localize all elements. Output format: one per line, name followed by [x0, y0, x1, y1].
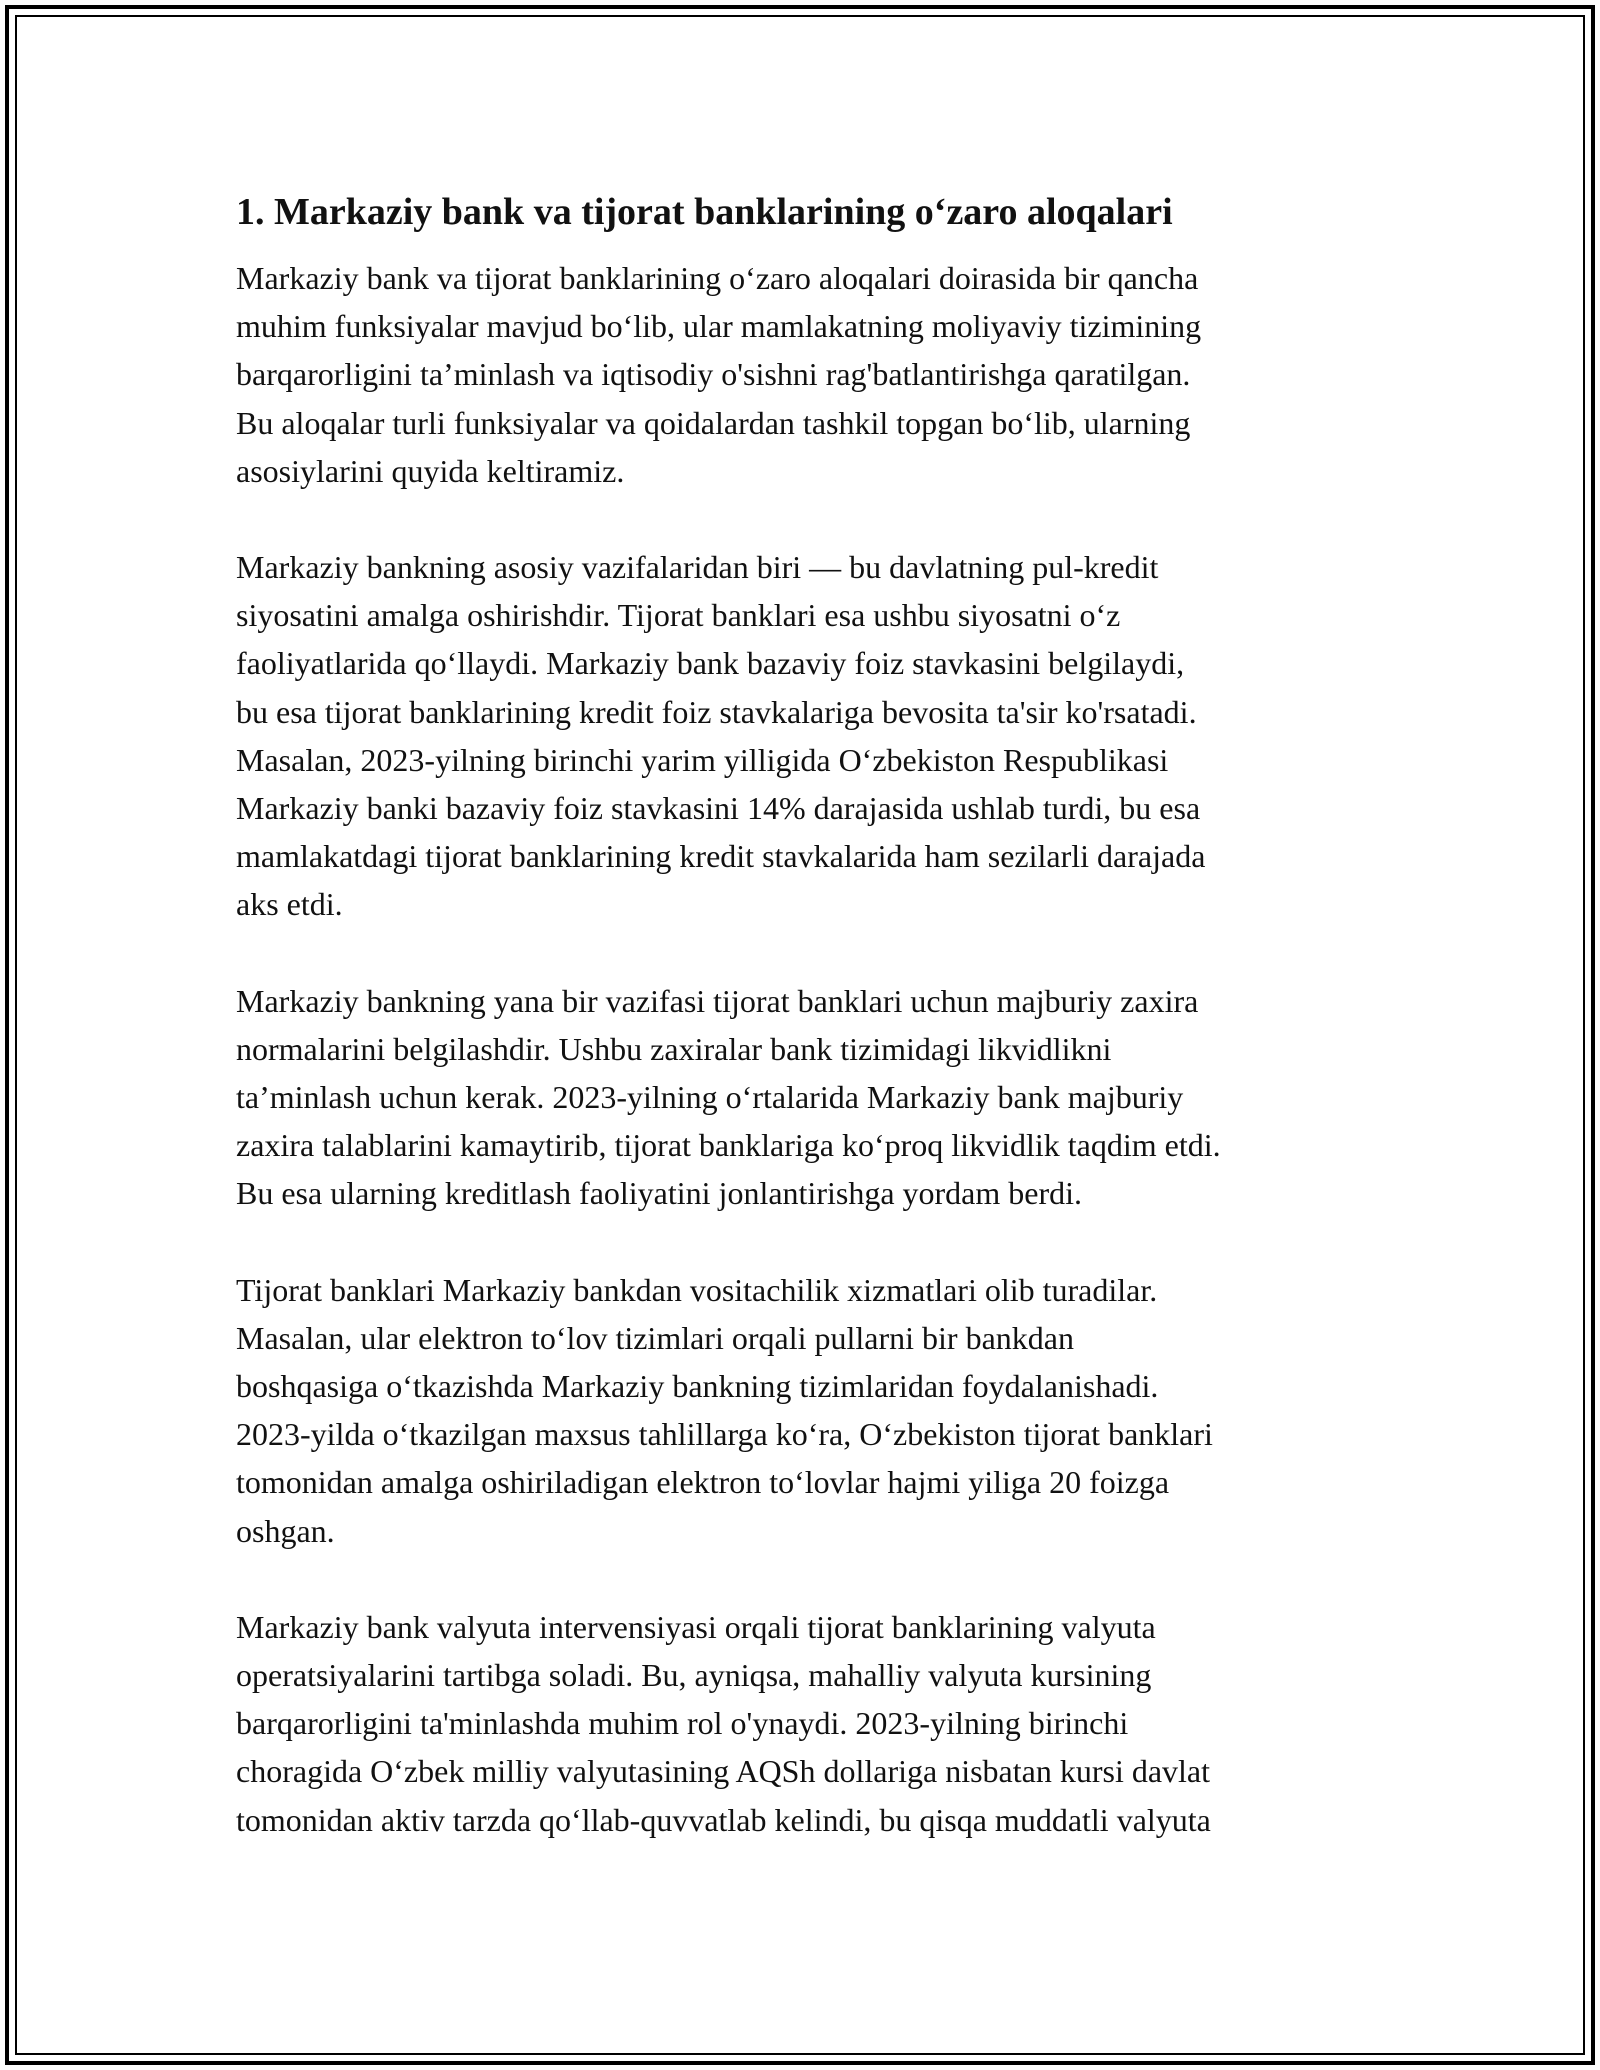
- text-line: barqarorligini ta'minlashda muhim rol o'ynaydi. 2023-yilning birinchi: [236, 1705, 1129, 1742]
- text-line: faoliyatlarida qo‘llaydi. Markaziy bank bazaviy foiz stavkasini belgilaydi,: [236, 645, 1185, 682]
- text-line: mamlakatdagi tijorat banklarining kredit stavkalarida ham sezilarli darajada: [236, 838, 1206, 875]
- text-line: Bu esa ularning kreditlash faoliyatini jonlantirishga yordam berdi.: [236, 1175, 1083, 1212]
- text-line: boshqasiga o‘tkazishda Markaziy bankning tizimlaridan foydalanishadi.: [236, 1368, 1159, 1405]
- text-line: Tijorat banklari Markaziy bankdan vositachilik xizmatlari olib turadilar.: [236, 1271, 1158, 1308]
- text-line: zaxira talablarini kamaytirib, tijorat banklariga ko‘proq likvidlik taqdim etdi.: [236, 1127, 1221, 1164]
- text-line: Masalan, ular elektron to‘lov tizimlari orqali pullarni bir bankdan: [236, 1319, 1074, 1356]
- text-line: oshgan.: [236, 1512, 335, 1549]
- document-body: [236, 186, 1376, 1892]
- text-line: tomonidan aktiv tarzda qo‘llab-quvvatlab kelindi, bu qisqa muddatli valyuta: [236, 1801, 1211, 1838]
- section-heading: 1. Markaziy bank va tijorat banklarining o‘zaro aloqalari: [236, 191, 1173, 233]
- text-line: tomonidan amalga oshiriladigan elektron to‘lovlar hajmi yiliga 20 foizga: [236, 1464, 1170, 1501]
- text-line: choragida O‘zbek milliy valyutasining AQSh dollariga nisbatan kursi davlat: [236, 1753, 1211, 1790]
- text-line: normalarini belgilashdir. Ushbu zaxiralar bank tizimidagi likvidlikni: [236, 1030, 1112, 1067]
- text-line: bu esa tijorat banklarining kredit foiz stavkalariga bevosita ta'sir ko'rsatadi.: [236, 693, 1197, 730]
- text-line: Markaziy bank va tijorat banklarining o‘zaro aloqalari doirasida bir qancha: [236, 260, 1199, 296]
- text-line: Markaziy bankning yana bir vazifasi tijorat banklari uchun majburiy zaxira: [236, 982, 1199, 1019]
- text-line: asosiylarini quyida keltiramiz.: [236, 452, 625, 489]
- paragraph-monetary-policy: [236, 543, 1376, 929]
- text-line: operatsiyalarini tartibga soladi. Bu, ayniqsa, mahalliy valyuta kursining: [236, 1657, 1152, 1694]
- paragraph-reserve-requirements: [236, 977, 1376, 1218]
- text-line: Markaziy bank valyuta intervensiyasi orqali tijorat banklarining valyuta: [236, 1608, 1156, 1645]
- text-line: Bu aloqalar turli funksiyalar va qoidalardan tashkil topgan bo‘lib, ularning: [236, 404, 1191, 441]
- text-line: ta’minlash uchun kerak. 2023-yilning o‘rtalarida Markaziy bank majburiy: [236, 1079, 1184, 1116]
- text-line: muhim funksiyalar mavjud bo‘lib, ular mamlakatning moliyaviy tizimining: [236, 308, 1202, 345]
- text-line: Masalan, 2023-yilning birinchi yarim yilligida O‘zbekiston Respublikasi: [236, 741, 1169, 778]
- text-line: aks etdi.: [236, 886, 343, 923]
- paragraph-intermediary-services: [236, 1266, 1376, 1555]
- paragraph-currency-intervention: [236, 1603, 1376, 1844]
- text-line: Markaziy bankning asosiy vazifalaridan biri — bu davlatning pul-kredit: [236, 549, 1159, 586]
- text-line: barqarorligini ta’minlash va iqtisodiy o'sishni rag'batlantirishga qaratilgan.: [236, 356, 1191, 393]
- text-line: 2023-yilda o‘tkazilgan maxsus tahlillarga ko‘ra, O‘zbekiston tijorat banklari: [236, 1416, 1213, 1453]
- text-line: Markaziy banki bazaviy foiz stavkasini 14% darajasida ushlab turdi, bu esa: [236, 790, 1201, 827]
- paragraph-intro: [236, 254, 1376, 495]
- text-line: siyosatini amalga oshirishdir. Tijorat banklari esa ushbu siyosatni o‘z: [236, 597, 1121, 634]
